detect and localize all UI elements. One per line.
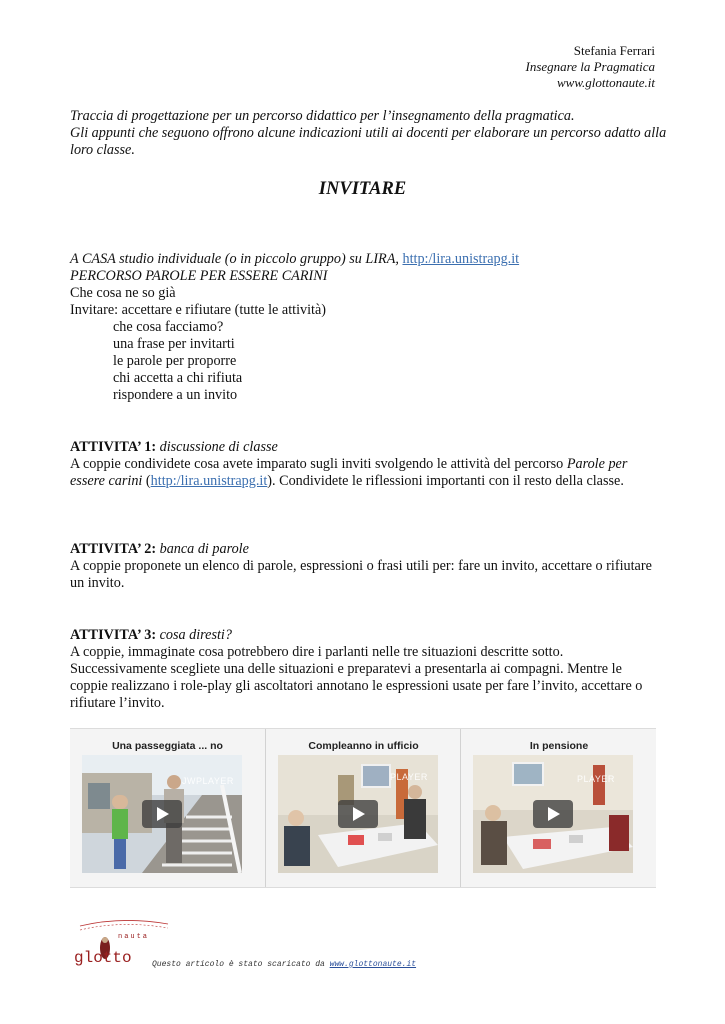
video-thumbnail[interactable]	[278, 755, 438, 873]
activity-3-heading	[70, 627, 660, 644]
header-subtitle: Insegnare la Pragmatica	[525, 59, 655, 74]
activity-1-subtitle: discussione di classe	[159, 439, 278, 455]
video-thumbnail[interactable]	[82, 755, 242, 873]
intro-paragraph	[70, 108, 670, 159]
already-know-line: Che cosa ne so già	[70, 285, 176, 301]
footer-text: Questo articolo è stato scaricato da	[152, 960, 330, 969]
video-card[interactable]	[265, 729, 461, 887]
footer-link[interactable]: www.glottonaute.it	[329, 960, 417, 969]
activity-1-text	[70, 456, 660, 490]
activity-1-text-b: (	[142, 473, 151, 489]
activity-1-course-title: Parole per essere carini	[70, 456, 628, 489]
play-icon[interactable]	[142, 800, 182, 828]
activity-2-subtitle: banca di parole	[159, 541, 249, 557]
activity-3-label: ATTIVITA’ 3:	[70, 627, 157, 643]
page-title: INVITARE	[318, 179, 407, 199]
list-item: rispondere a un invito	[113, 387, 238, 403]
player-watermark: JWPLAYER	[182, 776, 234, 786]
logo-text: glotto	[74, 949, 132, 967]
activity-1-heading	[70, 439, 660, 456]
activity-2-text: A coppie proponete un elenco di parole, espressioni o frasi utili per: fare un invito, accettare o rifiutare un invito.	[70, 558, 652, 591]
invite-activities-line: Invitare: accettare e rifiutare (tutte le attività)	[70, 302, 327, 318]
video-card[interactable]	[460, 729, 657, 887]
activity-3	[70, 627, 660, 712]
home-study-section	[70, 251, 660, 404]
list-item: una frase per invitarti	[113, 336, 235, 352]
activity-1	[70, 439, 660, 490]
footer-note	[152, 956, 416, 973]
activity-2	[70, 541, 660, 592]
lira-link[interactable]: http:/lira.unistrapg.it	[402, 251, 520, 267]
play-icon[interactable]	[533, 800, 573, 828]
course-name: PERCORSO PAROLE PER ESSERE CARINI	[70, 268, 328, 284]
video-title: In pensione	[529, 740, 589, 752]
list-item: che cosa facciamo?	[113, 319, 224, 335]
activity-1-lira-link[interactable]: http:/lira.unistrapg.it	[150, 473, 268, 489]
activity-1-label: ATTIVITA’ 1:	[70, 439, 157, 455]
player-watermark: PLAYER	[577, 774, 615, 784]
activity-1-text-c: ). Condividete le riflessioni importanti con il resto della classe.	[267, 473, 624, 489]
activity-1-text-a: A coppie condividete cosa avete imparato sugli inviti svolgendo le attività del percorso	[70, 456, 567, 472]
intro-line-2: Gli appunti che seguono offrono alcune indicazioni utili ai docenti per elaborare un percorso adatto alla loro classe.	[70, 125, 667, 158]
header-site: www.glottonaute.it	[557, 75, 655, 90]
intro-line-1: Traccia di progettazione per un percorso didattico per l’insegnamento della pragmatica.	[70, 108, 575, 124]
home-study-line	[70, 251, 660, 268]
page-header	[526, 43, 656, 91]
activity-2-label: ATTIVITA’ 2:	[70, 541, 157, 557]
author-name: Stefania Ferrari	[573, 43, 655, 58]
activity-3-text: A coppie, immaginate cosa potrebbero dire i parlanti nelle tre situazioni descritte sotto. Successivamente scegliete una delle situazioni e preparatevi a presentarla ai compagni. Mentre le coppie realizzano i role-play gli ascoltatori annotano le espressioni usate per fare l’invito, accettare o rifiutare l’invito.	[70, 644, 643, 711]
list-item: chi accetta a chi rifiuta	[113, 370, 243, 386]
video-title: Compleanno in ufficio	[308, 740, 419, 752]
logo-subtext: nauta	[118, 933, 150, 941]
play-icon[interactable]	[338, 800, 378, 828]
activity-2-heading	[70, 541, 660, 558]
home-study-text: A CASA studio individuale (o in piccolo gruppo) su LIRA,	[70, 251, 403, 267]
video-strip	[70, 728, 656, 888]
video-thumbnail[interactable]	[473, 755, 633, 873]
activity-3-subtitle: cosa diresti?	[159, 627, 232, 643]
video-title: Una passeggiata ... no	[112, 740, 223, 752]
list-item: le parole per proporre	[113, 353, 237, 369]
player-watermark: PLAYER	[390, 772, 428, 782]
video-card[interactable]	[70, 729, 265, 887]
